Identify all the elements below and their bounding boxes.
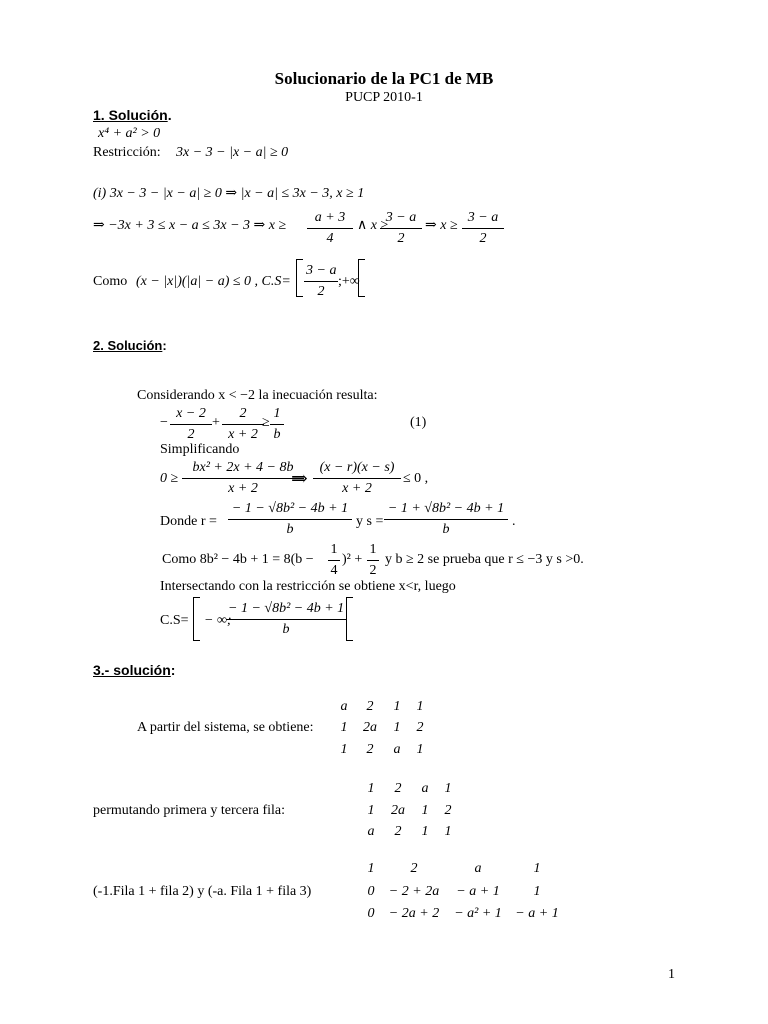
fraction-numerator: 1 <box>330 542 338 557</box>
matrix-cell: 2 <box>394 781 402 796</box>
period: . <box>512 514 516 529</box>
problem3-heading-text: 3.- solución <box>93 662 171 678</box>
como-line-b: )² + <box>342 552 363 567</box>
case-i-line: (i) 3x − 3 − |x − a| ≥ 0 ⇒ |x − a| ≤ 3x − 3, x ≥ 1 <box>93 186 365 201</box>
matrix-cell: 1 <box>444 781 452 796</box>
fraction-denominator: 2 <box>170 424 212 442</box>
matrix-cell: a <box>367 824 375 839</box>
matrix-cell: 1 <box>416 742 424 757</box>
matrix-cell: 1 <box>340 720 348 735</box>
page-title: Solucionario de la PC1 de MB <box>274 69 494 88</box>
fraction-denominator: b <box>228 519 352 537</box>
restriction-label: Restricción: <box>93 145 161 160</box>
matrix-cell: 1 <box>340 742 348 757</box>
fraction-denominator: b <box>226 619 346 637</box>
como-expr: (x − |x|)(|a| − a) ≤ 0 , C.S= <box>136 274 291 289</box>
matrix-cell: − a + 1 <box>456 884 500 899</box>
left-bracket <box>193 597 200 641</box>
matrix-cell: − 2a + 2 <box>388 906 440 921</box>
fraction-numerator: − 1 − √8b² − 4b + 1 <box>228 601 345 616</box>
restriction-expr: 3x − 3 − |x − a| ≥ 0 <box>176 145 289 160</box>
fraction-denominator: 4 <box>328 560 340 578</box>
matrix-cell: a <box>421 781 429 796</box>
fraction-s <box>384 502 508 537</box>
como-line-c: y b ≥ 2 se prueba que r ≤ −3 y s >0. <box>385 552 584 567</box>
matrix-cell: a <box>474 861 482 876</box>
cs-fraction <box>226 602 346 637</box>
matrix-cell: − a + 1 <box>515 906 559 921</box>
geq-sign: ≥ <box>262 415 270 430</box>
problem3-heading-suffix: : <box>170 662 176 678</box>
simplificando-label: Simplificando <box>160 442 240 457</box>
implies-line: ⇒ −3x + 3 ≤ x − a ≤ 3x − 3 ⇒ x ≥ <box>93 218 287 233</box>
fraction-denominator: b <box>270 424 284 442</box>
left-bracket <box>296 259 303 297</box>
matrix-cell: 1 <box>367 803 375 818</box>
fraction-numerator: 3 − a <box>385 210 417 225</box>
fraction-a-plus-3-over-4 <box>307 211 353 246</box>
problem2-heading <box>93 339 167 352</box>
fraction-numerator: 3 − a <box>467 210 499 225</box>
fraction-quadratic-over-x-plus-2 <box>182 461 304 496</box>
matrix-cell: 2a <box>363 720 377 735</box>
problem2-heading-suffix: : <box>162 338 167 353</box>
fraction-numerator: − 1 − √8b² − 4b + 1 <box>231 501 349 516</box>
wedge-expr: ∧ x ≥ <box>357 218 389 233</box>
cs-left: − ∞; <box>204 613 232 628</box>
fraction-denominator: 4 <box>307 228 353 246</box>
leq-zero: ≤ 0 , <box>403 471 429 486</box>
fraction-x-minus-2-over-2 <box>170 407 212 442</box>
fraction-one-half <box>367 543 379 578</box>
matrix-cell: 2 <box>394 824 402 839</box>
matrix-cell: − a² + 1 <box>454 906 502 921</box>
fraction-3-minus-a-over-2-b <box>462 211 504 246</box>
page-number: 1 <box>668 967 675 982</box>
fraction-one-quarter <box>328 543 340 578</box>
matrix-cell: 1 <box>444 824 452 839</box>
como-label: Como <box>93 274 128 289</box>
right-open-bracket <box>346 597 353 641</box>
cs-fraction <box>304 264 338 299</box>
matrix-cell: 0 <box>367 906 375 921</box>
fraction-denominator: 2 <box>380 228 422 246</box>
fraction-denominator: x + 2 <box>222 424 264 442</box>
matrix-cell: a <box>393 742 401 757</box>
fraction-numerator: (x − r)(x − s) <box>319 460 395 475</box>
matrix-cell: 1 <box>533 884 541 899</box>
matrix1-label: A partir del sistema, se obtiene: <box>137 720 314 735</box>
implies-expr: ⇒ x ≥ <box>425 218 458 233</box>
fraction-denominator: x + 2 <box>182 478 304 496</box>
matrix-cell: 1 <box>421 824 429 839</box>
fraction-denominator: 2 <box>367 560 379 578</box>
fraction-numerator: 1 <box>273 406 281 421</box>
matrix-cell: 1 <box>421 803 429 818</box>
matrix-cell: 1 <box>393 720 401 735</box>
implies-arrow: ⇒ <box>291 468 308 490</box>
plus-sign: + <box>212 415 220 430</box>
matrix-cell: 2 <box>366 742 374 757</box>
fraction-factored <box>313 461 401 496</box>
fraction-denominator: x + 2 <box>313 478 401 496</box>
intersect-line: Intersectando con la restricción se obtiene x<r, luego <box>160 579 456 594</box>
matrix-cell: 2 <box>444 803 452 818</box>
fraction-3-minus-a-over-2 <box>380 211 422 246</box>
matrix-cell: 1 <box>393 699 401 714</box>
fraction-numerator: 1 <box>369 542 377 557</box>
fraction-r <box>228 502 352 537</box>
matrix3-label: (-1.Fila 1 + fila 2) y (-a. Fila 1 + fila 3) <box>93 884 312 899</box>
y-s: y s = <box>356 514 384 529</box>
fraction-numerator: x − 2 <box>176 406 206 421</box>
matrix-cell: 2 <box>410 861 418 876</box>
matrix-cell: 1 <box>367 861 375 876</box>
fraction-numerator: 3 − a <box>306 263 337 278</box>
matrix-cell: − 2 + 2a <box>388 884 440 899</box>
equation-number: (1) <box>410 415 427 430</box>
problem1-inequality: x⁴ + a² > 0 <box>98 126 161 141</box>
right-open-bracket <box>358 259 365 297</box>
fraction-denominator: 2 <box>304 281 338 299</box>
fraction-numerator: 2 <box>239 406 247 421</box>
considering-line: Considerando x < −2 la inecuación resulta: <box>137 388 378 403</box>
matrix-cell: a <box>340 699 348 714</box>
cs-tail: ;+∞ <box>338 274 360 289</box>
matrix-cell: 2a <box>391 803 405 818</box>
minus-sign: − <box>160 415 168 430</box>
problem1-heading-text: 1. Solución <box>93 107 168 123</box>
problem1-heading-suffix: . <box>167 107 172 123</box>
como-line-a: Como 8b² − 4b + 1 = 8(b − <box>162 552 314 567</box>
matrix-cell: 2 <box>416 720 424 735</box>
cs-label: C.S= <box>160 613 189 628</box>
matrix-cell: 1 <box>416 699 424 714</box>
matrix-cell: 2 <box>366 699 374 714</box>
matrix2-label: permutando primera y tercera fila: <box>93 803 286 818</box>
page-subtitle: PUCP 2010-1 <box>345 90 423 105</box>
fraction-denominator: b <box>384 519 508 537</box>
matrix-cell: 1 <box>367 781 375 796</box>
fraction-numerator: − 1 + √8b² − 4b + 1 <box>387 501 505 516</box>
matrix-cell: 1 <box>533 861 541 876</box>
problem1-heading <box>93 108 172 122</box>
fraction-1-over-b <box>270 407 284 442</box>
fraction-denominator: 2 <box>462 228 504 246</box>
fraction-2-over-x-plus-2 <box>222 407 264 442</box>
problem3-heading <box>93 663 175 677</box>
problem2-heading-text: 2. Solución <box>93 338 163 353</box>
donde-r: Donde r = <box>160 514 217 529</box>
matrix-cell: 0 <box>367 884 375 899</box>
fraction-numerator: bx² + 2x + 4 − 8b <box>192 460 294 475</box>
zero-geq: 0 ≥ <box>160 471 179 486</box>
fraction-numerator: a + 3 <box>314 210 346 225</box>
